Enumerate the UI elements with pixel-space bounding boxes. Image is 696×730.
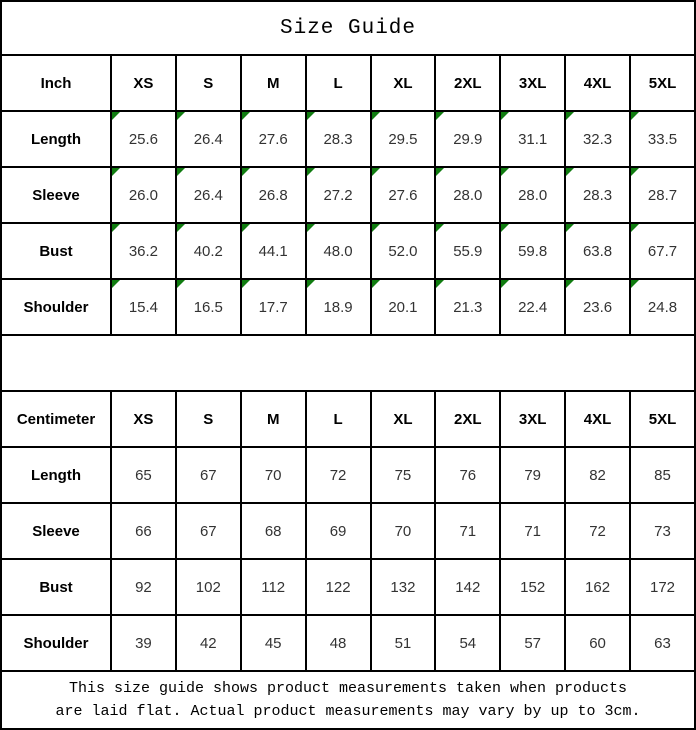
measurement-value: 54	[459, 634, 477, 652]
measurement-cell	[565, 111, 630, 167]
size-col-header-4xl: 4XL	[565, 55, 630, 111]
measurement-cell	[241, 223, 306, 279]
measurement-cell	[500, 615, 565, 671]
row-label: Shoulder	[1, 279, 111, 335]
excel-flag-icon	[566, 224, 574, 232]
excel-flag-icon	[372, 168, 380, 176]
measurement-value: 25.6	[128, 130, 159, 148]
measurement-value: 42	[199, 634, 217, 652]
row-label: Length	[1, 447, 111, 503]
inch-bust-row	[1, 223, 695, 279]
measurement-cell	[306, 503, 371, 559]
measurement-value: 44.1	[258, 242, 288, 260]
footer-row	[1, 671, 695, 729]
row-label: Sleeve	[1, 503, 111, 559]
excel-flag-icon	[372, 224, 380, 232]
measurement-value: 32.3	[582, 130, 613, 148]
measurement-value: 57	[524, 634, 542, 652]
measurement-value: 31.1	[518, 130, 548, 148]
measurement-value: 36.2	[128, 242, 159, 260]
excel-flag-icon	[501, 280, 509, 288]
measurement-cell	[176, 279, 241, 335]
row-label: Shoulder	[1, 615, 111, 671]
measurement-cell	[371, 615, 436, 671]
inch-shoulder-row	[1, 279, 695, 335]
measurement-cell	[565, 615, 630, 671]
measurement-cell	[176, 223, 241, 279]
measurement-cell	[176, 615, 241, 671]
measurement-value: 60	[589, 634, 606, 652]
measurement-cell	[435, 111, 500, 167]
title-row	[1, 1, 695, 55]
cm-bust-row	[1, 559, 695, 615]
measurement-cell	[435, 279, 500, 335]
measurement-value: 68	[264, 522, 282, 540]
excel-flag-icon	[307, 112, 315, 120]
measurement-cell	[565, 167, 630, 223]
measurement-value: 55.9	[453, 242, 483, 260]
measurement-cell	[306, 447, 371, 503]
measurement-cell	[176, 111, 241, 167]
measurement-value: 21.3	[453, 298, 483, 316]
size-col-header-2xl: 2XL	[435, 55, 500, 111]
excel-flag-icon	[372, 280, 380, 288]
spacer-cell	[1, 335, 695, 391]
excel-flag-icon	[566, 168, 574, 176]
measurement-value: 28.3	[323, 130, 353, 148]
excel-flag-icon	[112, 112, 120, 120]
excel-flag-icon	[307, 280, 315, 288]
measurement-cell	[371, 223, 436, 279]
measurement-cell	[371, 167, 436, 223]
measurement-cell	[630, 615, 695, 671]
measurement-value: 18.9	[323, 298, 353, 316]
measurement-cell	[176, 503, 241, 559]
measurement-cell	[500, 111, 565, 167]
measurement-value: 51	[394, 634, 412, 652]
excel-flag-icon	[372, 112, 380, 120]
size-col-header-m: M	[241, 55, 306, 111]
cm-sleeve-row	[1, 503, 695, 559]
measurement-value: 59.8	[518, 242, 548, 260]
excel-flag-icon	[436, 112, 444, 120]
measurement-cell	[241, 615, 306, 671]
row-label: Bust	[1, 559, 111, 615]
measurement-value: 29.5	[388, 130, 418, 148]
unit-header-inch: Inch	[1, 55, 111, 111]
measurement-value: 66	[135, 522, 152, 540]
measurement-cell	[630, 447, 695, 503]
measurement-cell	[630, 167, 695, 223]
measurement-cell	[500, 559, 565, 615]
measurement-value: 70	[394, 522, 412, 540]
excel-flag-icon	[631, 224, 639, 232]
measurement-value: 122	[325, 578, 351, 596]
excel-flag-icon	[631, 112, 639, 120]
excel-flag-icon	[177, 112, 185, 120]
size-col-header-5xl: 5XL	[630, 55, 695, 111]
measurement-cell	[435, 615, 500, 671]
measurement-value: 73	[654, 522, 671, 540]
measurement-value: 71	[459, 522, 477, 540]
measurement-cell	[306, 615, 371, 671]
measurement-value: 162	[585, 578, 611, 596]
measurement-value: 28.7	[647, 186, 678, 204]
measurement-value: 75	[394, 466, 412, 484]
size-col-header-xl: XL	[371, 391, 436, 447]
excel-flag-icon	[307, 224, 315, 232]
measurement-value: 76	[459, 466, 477, 484]
measurement-cell	[371, 279, 436, 335]
excel-flag-icon	[242, 168, 250, 176]
measurement-cell	[111, 615, 176, 671]
measurement-cell	[435, 503, 500, 559]
excel-flag-icon	[436, 280, 444, 288]
measurement-cell	[241, 447, 306, 503]
measurement-cell	[500, 279, 565, 335]
size-col-header-l: L	[306, 391, 371, 447]
measurement-cell	[176, 559, 241, 615]
cm-shoulder-row	[1, 615, 695, 671]
measurement-value: 23.6	[582, 298, 613, 316]
size-col-header-m: M	[241, 391, 306, 447]
excel-flag-icon	[566, 112, 574, 120]
measurement-value: 27.6	[258, 130, 288, 148]
measurement-value: 79	[524, 466, 542, 484]
measurement-cell	[435, 559, 500, 615]
measurement-cell	[565, 279, 630, 335]
measurement-cell	[630, 111, 695, 167]
excel-flag-icon	[242, 224, 250, 232]
excel-flag-icon	[631, 280, 639, 288]
excel-flag-icon	[436, 168, 444, 176]
measurement-cell	[371, 447, 436, 503]
cm-header-row	[1, 391, 695, 447]
excel-flag-icon	[501, 112, 509, 120]
excel-flag-icon	[242, 280, 250, 288]
excel-flag-icon	[566, 280, 574, 288]
measurement-value: 65	[135, 466, 152, 484]
row-label: Bust	[1, 223, 111, 279]
measurement-value: 67.7	[647, 242, 678, 260]
size-col-header-5xl: 5XL	[630, 391, 695, 447]
measurement-cell	[176, 167, 241, 223]
measurement-value: 85	[654, 466, 671, 484]
measurement-value: 71	[524, 522, 542, 540]
size-col-header-s: S	[176, 55, 241, 111]
inch-length-row	[1, 111, 695, 167]
measurement-cell	[435, 167, 500, 223]
footer-note	[1, 671, 695, 729]
measurement-cell	[111, 279, 176, 335]
size-col-header-3xl: 3XL	[500, 55, 565, 111]
excel-flag-icon	[112, 168, 120, 176]
measurement-value: 26.8	[258, 186, 288, 204]
measurement-value: 22.4	[518, 298, 548, 316]
measurement-cell	[630, 223, 695, 279]
size-col-header-xs: XS	[111, 391, 176, 447]
unit-header-centimeter: Centimeter	[1, 391, 111, 447]
measurement-value: 102	[195, 578, 221, 596]
measurement-value: 39	[135, 634, 152, 652]
excel-flag-icon	[631, 168, 639, 176]
row-label: Sleeve	[1, 167, 111, 223]
measurement-value: 33.5	[647, 130, 678, 148]
measurement-cell	[500, 223, 565, 279]
measurement-value: 28.0	[518, 186, 548, 204]
excel-flag-icon	[436, 224, 444, 232]
measurement-value: 52.0	[388, 242, 418, 260]
measurement-cell	[565, 503, 630, 559]
measurement-cell	[565, 447, 630, 503]
measurement-cell	[500, 167, 565, 223]
row-label: Length	[1, 111, 111, 167]
measurement-value: 132	[390, 578, 416, 596]
measurement-cell	[306, 167, 371, 223]
measurement-value: 24.8	[647, 298, 678, 316]
measurement-value: 70	[264, 466, 282, 484]
size-col-header-xl: XL	[371, 55, 436, 111]
excel-flag-icon	[177, 280, 185, 288]
measurement-value: 27.6	[388, 186, 418, 204]
measurement-cell	[111, 559, 176, 615]
excel-flag-icon	[307, 168, 315, 176]
measurement-value: 17.7	[258, 298, 288, 316]
measurement-cell	[111, 503, 176, 559]
measurement-value: 15.4	[128, 298, 159, 316]
measurement-cell	[371, 111, 436, 167]
measurement-cell	[306, 223, 371, 279]
measurement-cell	[500, 503, 565, 559]
spacer-row	[1, 335, 695, 391]
inch-sleeve-row	[1, 167, 695, 223]
excel-flag-icon	[112, 224, 120, 232]
measurement-value: 112	[261, 578, 286, 596]
footer-note-line1: This size guide shows product measurements taken when products	[68, 680, 628, 697]
measurement-value: 26.4	[193, 130, 223, 148]
measurement-cell	[435, 447, 500, 503]
measurement-value: 28.3	[582, 186, 613, 204]
size-col-header-xs: XS	[111, 55, 176, 111]
measurement-value: 63.8	[582, 242, 613, 260]
excel-flag-icon	[501, 224, 509, 232]
excel-flag-icon	[177, 168, 185, 176]
measurement-cell	[241, 559, 306, 615]
measurement-value: 27.2	[323, 186, 353, 204]
measurement-value: 72	[329, 466, 347, 484]
measurement-cell	[241, 167, 306, 223]
measurement-value: 63	[654, 634, 671, 652]
measurement-cell	[241, 503, 306, 559]
size-col-header-3xl: 3XL	[500, 391, 565, 447]
measurement-value: 92	[135, 578, 152, 596]
measurement-cell	[111, 223, 176, 279]
measurement-cell	[111, 167, 176, 223]
cm-length-row	[1, 447, 695, 503]
measurement-cell	[371, 503, 436, 559]
measurement-value: 26.4	[193, 186, 223, 204]
measurement-cell	[500, 447, 565, 503]
measurement-value: 29.9	[453, 130, 483, 148]
footer-note-line2: are laid flat. Actual product measurements may vary by up to 3cm.	[55, 703, 641, 720]
measurement-cell	[306, 559, 371, 615]
page-title: Size Guide	[1, 1, 695, 55]
measurement-value: 172	[649, 578, 676, 596]
size-col-header-2xl: 2XL	[435, 391, 500, 447]
size-col-header-l: L	[306, 55, 371, 111]
excel-flag-icon	[242, 112, 250, 120]
measurement-cell	[111, 447, 176, 503]
measurement-cell	[241, 111, 306, 167]
measurement-value: 142	[455, 578, 481, 596]
measurement-value: 26.0	[128, 186, 159, 204]
excel-flag-icon	[112, 280, 120, 288]
measurement-value: 40.2	[193, 242, 223, 260]
measurement-cell	[241, 279, 306, 335]
measurement-cell	[630, 559, 695, 615]
measurement-cell	[306, 111, 371, 167]
measurement-cell	[565, 223, 630, 279]
measurement-value: 67	[199, 522, 217, 540]
size-col-header-s: S	[176, 391, 241, 447]
excel-flag-icon	[177, 224, 185, 232]
measurement-value: 152	[520, 578, 546, 596]
measurement-value: 48	[329, 634, 347, 652]
measurement-cell	[630, 279, 695, 335]
measurement-cell	[111, 111, 176, 167]
measurement-cell	[630, 503, 695, 559]
inch-header-row	[1, 55, 695, 111]
measurement-cell	[435, 223, 500, 279]
measurement-value: 82	[589, 466, 606, 484]
measurement-value: 16.5	[193, 298, 223, 316]
measurement-value: 67	[199, 466, 217, 484]
measurement-value: 69	[329, 522, 347, 540]
measurement-cell	[306, 279, 371, 335]
measurement-value: 72	[589, 522, 606, 540]
measurement-value: 20.1	[388, 298, 418, 316]
excel-flag-icon	[501, 168, 509, 176]
measurement-value: 45	[264, 634, 282, 652]
measurement-cell	[371, 559, 436, 615]
measurement-value: 28.0	[453, 186, 483, 204]
size-col-header-4xl: 4XL	[565, 391, 630, 447]
measurement-value: 48.0	[323, 242, 353, 260]
measurement-cell	[565, 559, 630, 615]
measurement-cell	[176, 447, 241, 503]
